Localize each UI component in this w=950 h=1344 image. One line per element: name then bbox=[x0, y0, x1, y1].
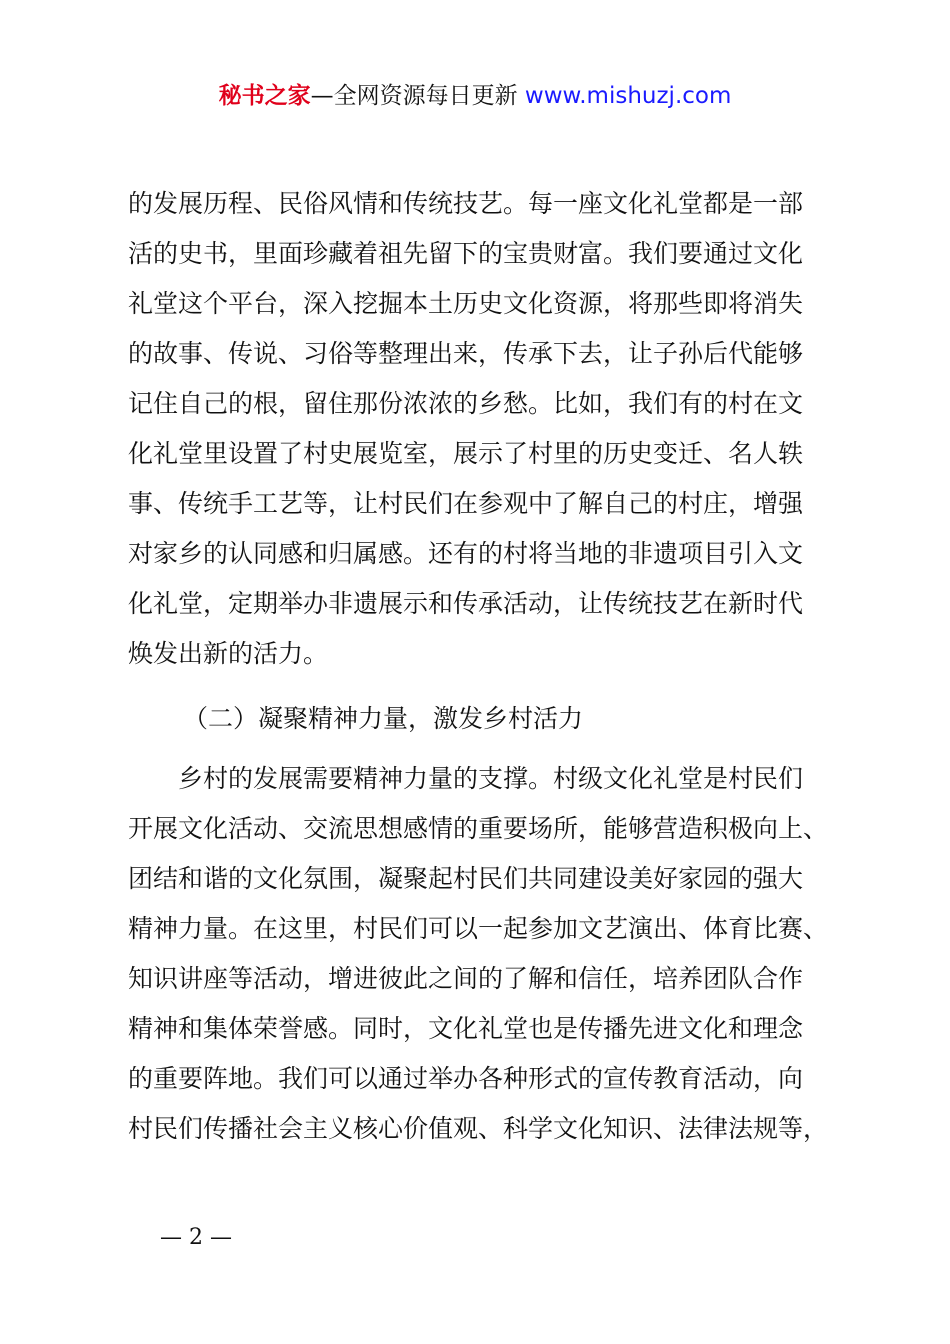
header-slogan: —全网资源每日更新 bbox=[310, 83, 525, 109]
body-line: 礼堂这个平台，深入挖掘本土历史文化资源，将那些即将消失 bbox=[128, 289, 804, 318]
body-line: 精神力量。在这里，村民们可以一起参加文艺演出、体育比赛、 bbox=[128, 914, 829, 943]
section-heading: （二）凝聚精神力量，激发乡村活力 bbox=[183, 704, 584, 733]
body-line: 记住自己的根，留住那份浓浓的乡愁。比如，我们有的村在文 bbox=[128, 389, 804, 418]
body-line: 对家乡的认同感和归属感。还有的村将当地的非遗项目引入文 bbox=[128, 539, 804, 568]
body-line: 的重要阵地。我们可以通过举办各种形式的宣传教育活动，向 bbox=[128, 1064, 804, 1093]
header-brand: 秘书之家 bbox=[218, 83, 311, 109]
body-line: 村民们传播社会主义核心价值观、科学文化知识、法律法规等， bbox=[128, 1114, 829, 1143]
body-line: 事、传统手工艺等，让村民们在参观中了解自己的村庄，增强 bbox=[128, 489, 804, 518]
body-line: 的故事、传说、习俗等整理出来，传承下去，让子孙后代能够 bbox=[128, 339, 804, 368]
body-line: 的发展历程、民俗风情和传统技艺。每一座文化礼堂都是一部 bbox=[128, 189, 804, 218]
body-line: 化礼堂里设置了村史展览室，展示了村里的历史变迁、名人轶 bbox=[128, 439, 804, 468]
body-line: 团结和谐的文化氛围，凝聚起村民们共同建设美好家园的强大 bbox=[128, 864, 804, 893]
body-line: 活的史书，里面珍藏着祖先留下的宝贵财富。我们要通过文化 bbox=[128, 239, 804, 268]
page-header bbox=[0, 80, 950, 112]
body-line: 知识讲座等活动，增进彼此之间的了解和信任，培养团队合作 bbox=[128, 964, 804, 993]
paragraph-first-line: 乡村的发展需要精神力量的支撑。村级文化礼堂是村民们 bbox=[178, 764, 804, 793]
header-url[interactable]: www.mishuzj.com bbox=[524, 83, 732, 109]
page-number: — 2 — bbox=[160, 1225, 232, 1250]
body-line: 焕发出新的活力。 bbox=[128, 639, 329, 668]
body-line: 化礼堂，定期举办非遗展示和传承活动，让传统技艺在新时代 bbox=[128, 589, 804, 618]
body-line: 精神和集体荣誉感。同时，文化礼堂也是传播先进文化和理念 bbox=[128, 1014, 804, 1043]
body-line: 开展文化活动、交流思想感情的重要场所，能够营造积极向上、 bbox=[128, 814, 829, 843]
